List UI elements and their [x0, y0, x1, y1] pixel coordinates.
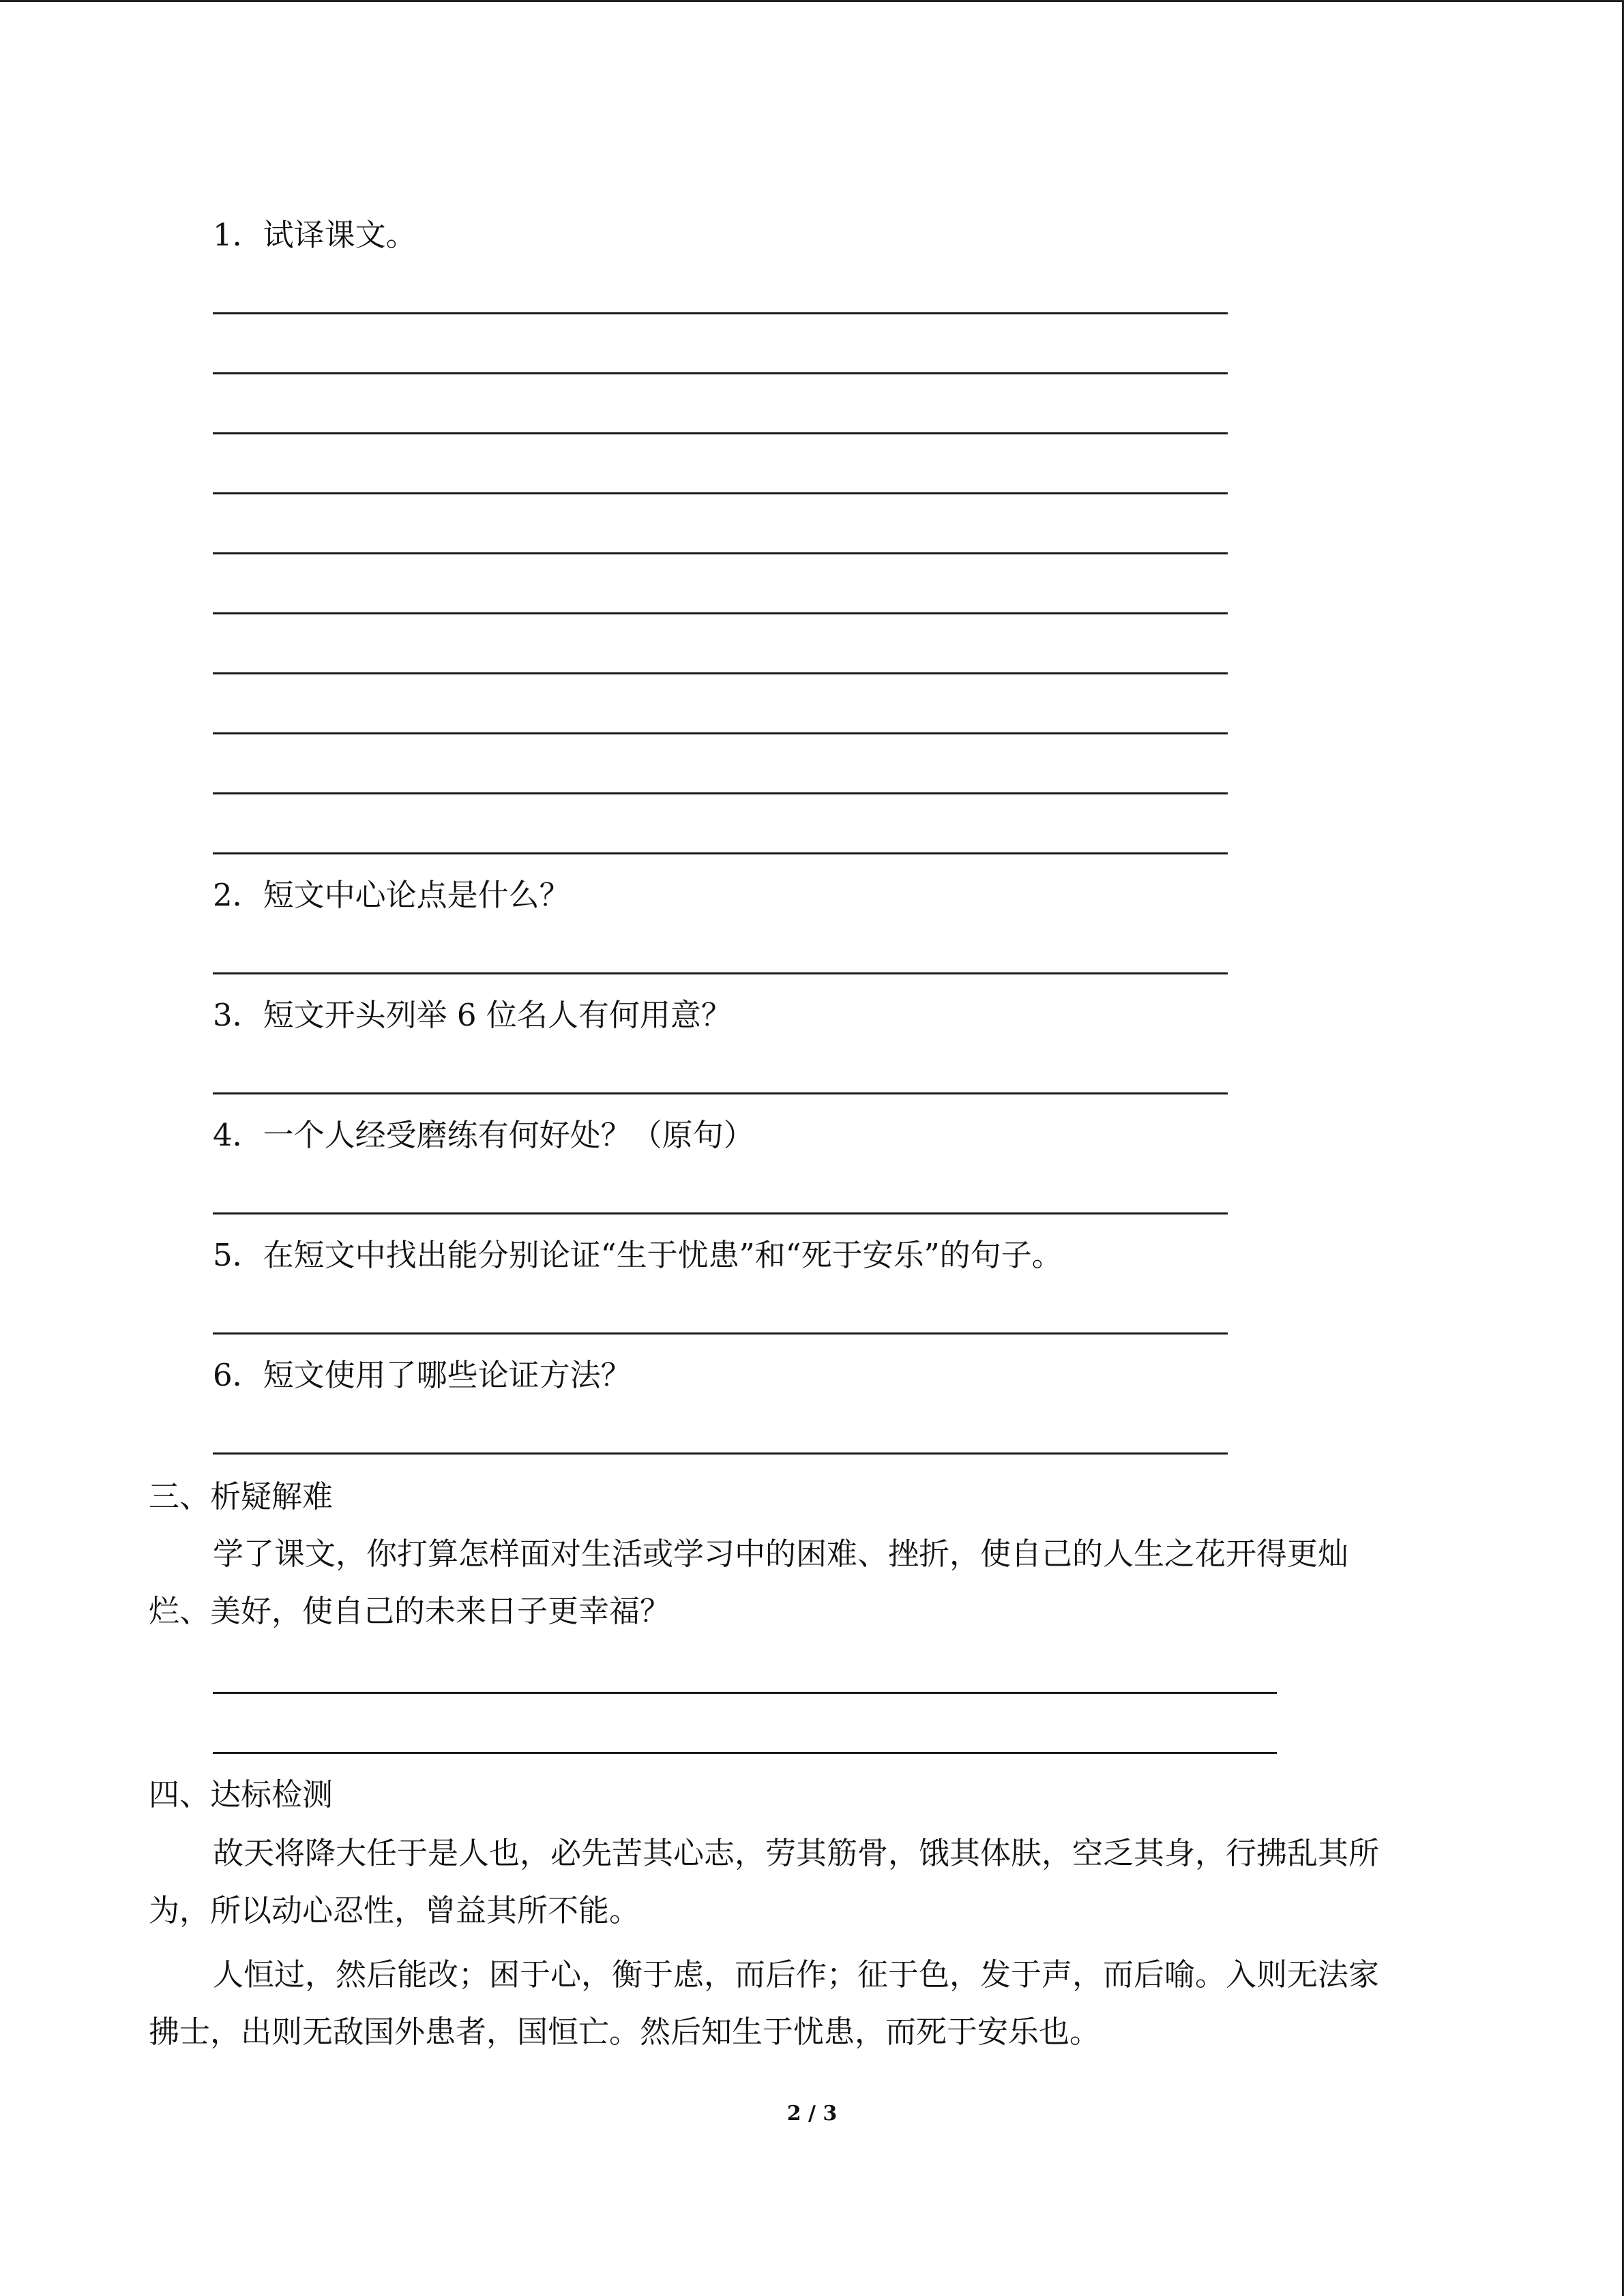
answer-line[interactable]	[213, 1212, 1228, 1214]
page-number: 2 / 3	[786, 2102, 838, 2126]
answer-line[interactable]	[213, 492, 1228, 494]
question-2: 2．短文中心论点是什么？	[213, 877, 570, 913]
section-3-prompt-line-1: 学了课文，你打算怎样面对生活或学习中的困难、挫折，使自己的人生之花开得更灿	[213, 1536, 1349, 1572]
answer-line[interactable]	[213, 312, 1228, 314]
passage-paragraph-1-line-1: 故天将降大任于是人也，必先苦其心志，劳其筋骨，饿其体肤，空乏其身，行拂乱其所	[213, 1835, 1380, 1871]
section-3-heading: 三、析疑解难	[149, 1478, 334, 1515]
passage-paragraph-1-line-2: 为，所以动心忍性，曾益其所不能。	[149, 1892, 640, 1928]
answer-line[interactable]	[213, 372, 1228, 374]
answer-line[interactable]	[213, 1752, 1277, 1754]
answer-line[interactable]	[213, 732, 1228, 734]
question-4: 4．一个人经受磨练有何好处？（原句）	[213, 1117, 754, 1153]
answer-line[interactable]	[213, 672, 1228, 674]
answer-line[interactable]	[213, 1092, 1228, 1094]
answer-line[interactable]	[213, 1692, 1277, 1694]
answer-line[interactable]	[213, 852, 1228, 854]
answer-line[interactable]	[213, 552, 1228, 554]
section-3-prompt-line-2: 烂、美好，使自己的未来日子更幸福？	[149, 1593, 671, 1629]
answer-line[interactable]	[213, 1452, 1228, 1455]
answer-line[interactable]	[213, 612, 1228, 614]
page-top-border	[0, 0, 1624, 2]
answer-line[interactable]	[213, 792, 1228, 794]
question-3: 3．短文开头列举 6 位名人有何用意？	[213, 997, 732, 1033]
question-1: 1．试译课文。	[213, 217, 417, 253]
question-5: 5．在短文中找出能分别论证“生于忧患”和“死于安乐”的句子。	[213, 1237, 1063, 1273]
passage-paragraph-2-line-1: 人恒过，然后能改；困于心，衡于虑，而后作；征于色，发于声，而后喻。入则无法家	[213, 1956, 1380, 1993]
answer-line[interactable]	[213, 432, 1228, 434]
passage-paragraph-2-line-2: 拂士，出则无敌国外患者，国恒亡。然后知生于忧患，而死于安乐也。	[149, 2014, 1101, 2050]
question-6: 6．短文使用了哪些论证方法？	[213, 1357, 632, 1393]
section-4-heading: 四、达标检测	[149, 1776, 334, 1813]
answer-line[interactable]	[213, 972, 1228, 974]
answer-line[interactable]	[213, 1332, 1228, 1335]
